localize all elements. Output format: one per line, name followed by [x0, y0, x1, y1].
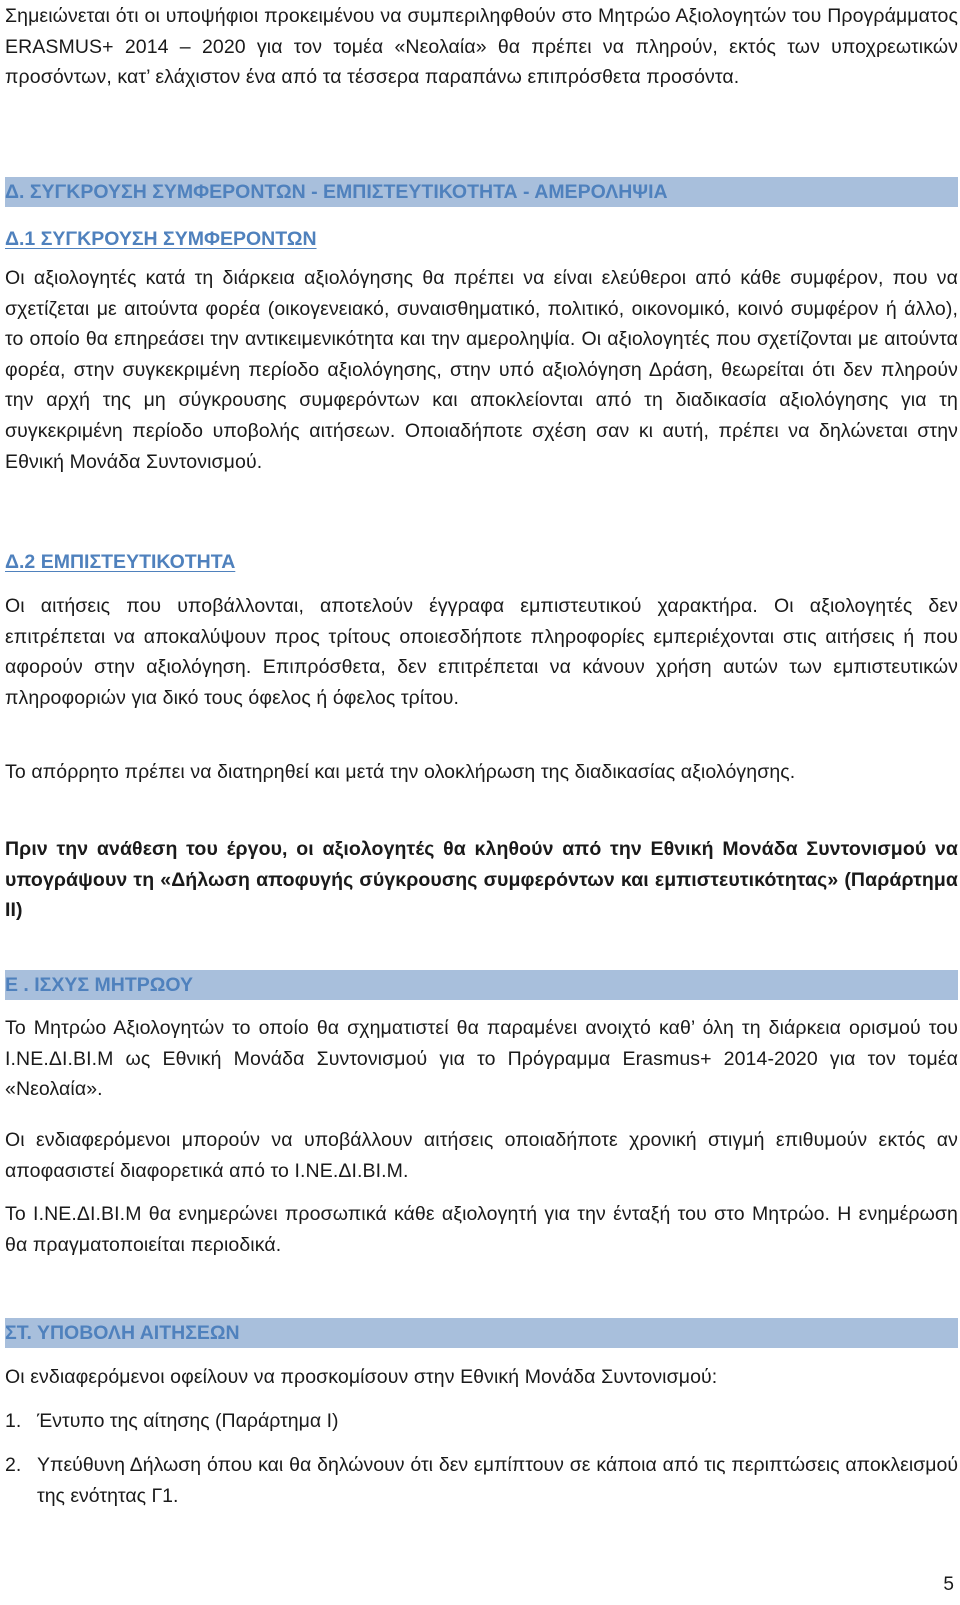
section-st-heading: ΣΤ. ΥΠΟΒΟΛΗ ΑΙΤΗΣΕΩΝ — [5, 1318, 958, 1348]
page-number: 5 — [943, 1574, 954, 1595]
intro-paragraph: Σημειώνεται ότι οι υποψήφιοι προκειμένου να συμπεριληφθούν στο Μητρώο Αξιολογητών του Προγράμματος ERASMUS+ 2014 – 2020 για τον τομέα «Νεολαία» θα πρέπει να πληρούν, εκτός των υποχρεωτικών προσόντων, κατ’ ελάχιστον ένα από τα τέσσερα παραπάνω επιπρόσθετα προσόντα. — [5, 5, 958, 89]
section-e-heading: Ε . ΙΣΧΥΣ ΜΗΤΡΩΟΥ — [5, 970, 958, 1000]
section-d2-paragraph-1: Οι αιτήσεις που υποβάλλονται, αποτελούν έγγραφα εμπιστευτικού χαρακτήρα. Οι αξιολογητές δεν επιτρέπεται να αποκαλύψουν προς τρίτους οποιεσδήποτε πληροφορίες εμπεριέχονται στις αιτήσεις ή που αφορούν στην αξιολόγηση. Επιπρόσθετα, δεν επιτρέπεται να κάνουν χρήση αυτών των εμπιστευτικών πληροφοριών για δικό τους όφελος ή όφελος τρίτου. — [5, 595, 958, 709]
list-item — [5, 1406, 958, 1437]
section-e-paragraph-3: Το Ι.ΝΕ.ΔΙ.ΒΙ.Μ θα ενημερώνει προσωπικά κάθε αξιολογητή για την ένταξή του στο Μητρώο. Η ενημέρωση θα πραγματοποιείται περιοδικά. — [5, 1203, 958, 1256]
list-item-text: Υπεύθυνη Δήλωση όπου και θα δηλώνουν ότι δεν εμπίπτουν σε κάποια από τις περιπτώσεις αποκλεισμού της ενότητας Γ1. — [37, 1454, 958, 1507]
list-item-number: 2. — [5, 1454, 22, 1476]
section-d-heading: Δ. ΣΥΓΚΡΟΥΣΗ ΣΥΜΦΕΡΟΝΤΩΝ - ΕΜΠΙΣΤΕΥΤΙΚΟΤΗΤΑ - ΑΜΕΡΟΛΗΨΙΑ — [5, 177, 958, 207]
list-item-text: Έντυπο της αίτησης (Παράρτημα Ι) — [37, 1410, 339, 1432]
section-d1-heading: Δ.1 ΣΥΓΚΡΟΥΣΗ ΣΥΜΦΕΡΟΝΤΩΝ — [5, 228, 317, 250]
list-item — [5, 1450, 958, 1511]
section-d1-paragraph: Οι αξιολογητές κατά τη διάρκεια αξιολόγησης θα πρέπει να είναι ελεύθεροι από κάθε συμφέρον, που να σχετίζεται με αιτούντα φορέα (οικογενειακό, συναισθηματικό, πολιτικό, οικονομικό, κοινό συμφέρον ή άλλο), το οποίο θα επηρεάσει την αντικειμενικότητα και την αμεροληψία. Οι αξιολογητές που σχετίζονται με αιτούντα φορέα, στην συγκεκριμένη περίοδο αξιολόγησης, στην υπό αξιολόγηση Δράση, θεωρείται ότι δεν πληρούν την αρχή της μη σύγκρουσης συμφερόντων και αποκλείονται από τη διαδικασία αξιολόγησης για τη συγκεκριμένη περίοδο υποβολής αιτήσεων. Οποιαδήποτε σχέση σαν κι αυτή, πρέπει να δηλώνεται στην Εθνική Μονάδα Συντονισμού. — [5, 267, 958, 473]
list-item-number: 1. — [5, 1410, 22, 1432]
section-d2-heading: Δ.2 ΕΜΠΙΣΤΕΥΤΙΚΟΤΗΤΑ — [5, 551, 236, 573]
section-e-paragraph-2: Οι ενδιαφερόμενοι μπορούν να υποβάλλουν αιτήσεις οποιαδήποτε χρονική στιγμή επιθυμούν εκτός αν αποφασιστεί διαφορετικά από το Ι.ΝΕ.ΔΙ.ΒΙ.Μ. — [5, 1129, 958, 1182]
section-e-paragraph-1: Το Μητρώο Αξιολογητών το οποίο θα σχηματιστεί θα παραμένει ανοιχτό καθ’ όλη τη διάρκεια ορισμού του Ι.ΝΕ.ΔΙ.ΒΙ.Μ ως Εθνική Μονάδα Συντονισμού για το Πρόγραμμα Erasmus+ 2014-2020 για τον τομέα «Νεολαία». — [5, 1017, 958, 1101]
declaration-notice: Πριν την ανάθεση του έργου, οι αξιολογητές θα κληθούν από την Εθνική Μονάδα Συντονισμού να υπογράψουν τη «Δήλωση αποφυγής σύγκρουσης συμφερόντων και εμπιστευτικότητας» (Παράρτημα ΙΙ) — [5, 838, 958, 922]
section-st-paragraph: Οι ενδιαφερόμενοι οφείλουν να προσκομίσουν στην Εθνική Μονάδα Συντονισμού: — [5, 1366, 718, 1388]
section-d2-paragraph-2: Το απόρρητο πρέπει να διατηρηθεί και μετά την ολοκλήρωση της διαδικασίας αξιολόγησης. — [5, 761, 796, 783]
